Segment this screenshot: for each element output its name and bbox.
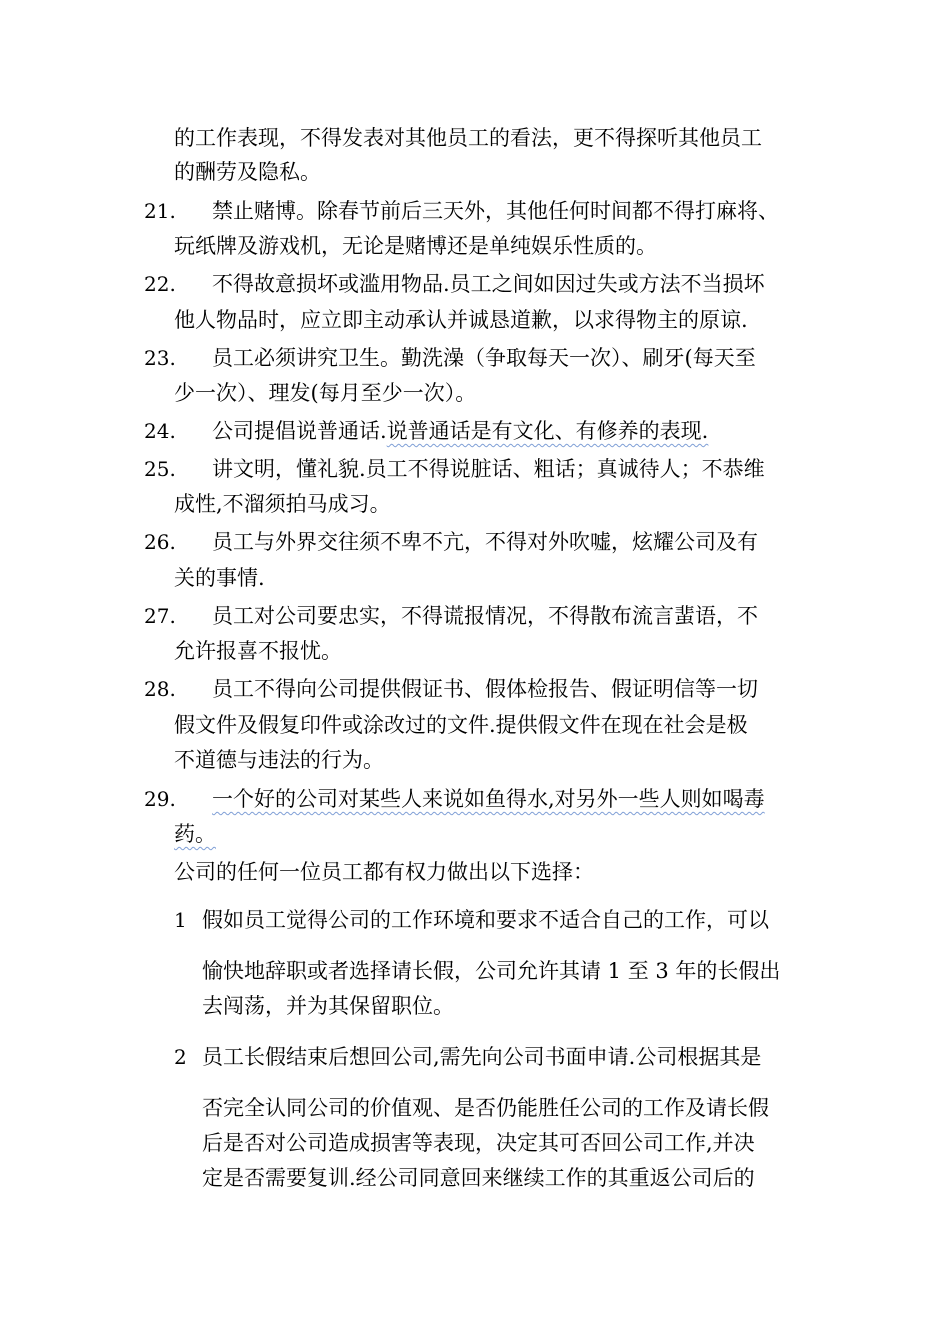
item-22-line-2: 他人物品时，应立即主动承认并诚恳道歉，以求得物主的原谅. — [174, 308, 748, 332]
item-25-line-1: 讲文明，懂礼貌.员工不得说脏话、粗话；真诚待人；不恭维 — [212, 457, 765, 481]
item-25-line-2: 成性,不溜须拍马成习。 — [174, 492, 391, 516]
item-22-line-1: 不得故意损坏或滥用物品.员工之间如因过失或方法不当损坏 — [212, 272, 765, 296]
item-29-text-1: 一个好的公司对某些人来说如鱼得水,对另外一些人则如喝毒 — [212, 787, 765, 811]
item-number: 26. — [144, 530, 176, 554]
item-24-line-1 — [212, 417, 708, 445]
item-number: 24. — [144, 419, 176, 443]
item-21-line-1: 禁止赌博。除春节前后三天外，其他任何时间都不得打麻将、 — [212, 199, 779, 223]
choice-1-line-3: 去闯荡，并为其保留职位。 — [202, 994, 454, 1018]
item-29-line-2 — [174, 820, 216, 848]
item-24-text-a: 公司提倡说普通话. — [212, 419, 387, 443]
item-29-line-1 — [212, 785, 765, 813]
item-number: 25. — [144, 457, 176, 481]
item-number: 22. — [144, 272, 176, 296]
item-24-text-b: 说普通话是有文化、有修养的表现. — [386, 419, 709, 443]
item-27-line-1: 员工对公司要忠实，不得谎报情况，不得散布流言蜚语，不 — [212, 604, 758, 628]
choice-intro: 公司的任何一位员工都有权力做出以下选择： — [174, 860, 594, 884]
intro-line-2: 的酬劳及隐私。 — [174, 160, 321, 184]
choice-2-line-3: 后是否对公司造成损害等表现，决定其可否回公司工作,并决 — [202, 1131, 755, 1155]
item-26-line-1: 员工与外界交往须不卑不亢，不得对外吹嘘，炫耀公司及有 — [212, 530, 758, 554]
item-21-line-2: 玩纸牌及游戏机，无论是赌博还是单纯娱乐性质的。 — [174, 234, 657, 258]
item-number: 23. — [144, 346, 176, 370]
item-28-line-2: 假文件及假复印件或涂改过的文件.提供假文件在现在社会是极 — [174, 713, 748, 737]
intro-line-1: 的工作表现，不得发表对其他员工的看法，更不得探听其他员工 — [174, 126, 762, 150]
item-number: 29. — [144, 787, 176, 811]
item-28-line-1: 员工不得向公司提供假证书、假体检报告、假证明信等一切 — [212, 677, 758, 701]
choice-2-line-1: 员工长假结束后想回公司,需先向公司书面申请.公司根据其是 — [202, 1045, 762, 1069]
item-23-line-1: 员工必须讲究卫生。勤洗澡（争取每天一次）、刷牙(每天至 — [212, 346, 756, 370]
item-29-text-2: 药。 — [174, 822, 216, 846]
item-number: 21. — [144, 199, 176, 223]
item-27-line-2: 允许报喜不报忧。 — [174, 639, 342, 663]
item-28-line-3: 不道德与违法的行为。 — [174, 748, 384, 772]
choice-1-line-1: 假如员工觉得公司的工作环境和要求不适合自己的工作，可以 — [202, 908, 769, 932]
item-number: 27. — [144, 604, 176, 628]
item-number: 28. — [144, 677, 176, 701]
item-23-line-2: 少一次）、理发(每月至少一次）。 — [174, 381, 477, 405]
item-26-line-2: 关的事情. — [174, 566, 265, 590]
choice-2-line-4: 定是否需要复训.经公司同意回来继续工作的其重返公司后的 — [202, 1166, 755, 1190]
choice-2-line-2: 否完全认同公司的价值观、是否仍能胜任公司的工作及请长假 — [202, 1096, 769, 1120]
choice-number: 2 — [174, 1045, 187, 1069]
choice-1-line-2: 愉快地辞职或者选择请长假，公司允许其请 1 至 3 年的长假出 — [202, 959, 781, 983]
choice-number: 1 — [174, 908, 187, 932]
